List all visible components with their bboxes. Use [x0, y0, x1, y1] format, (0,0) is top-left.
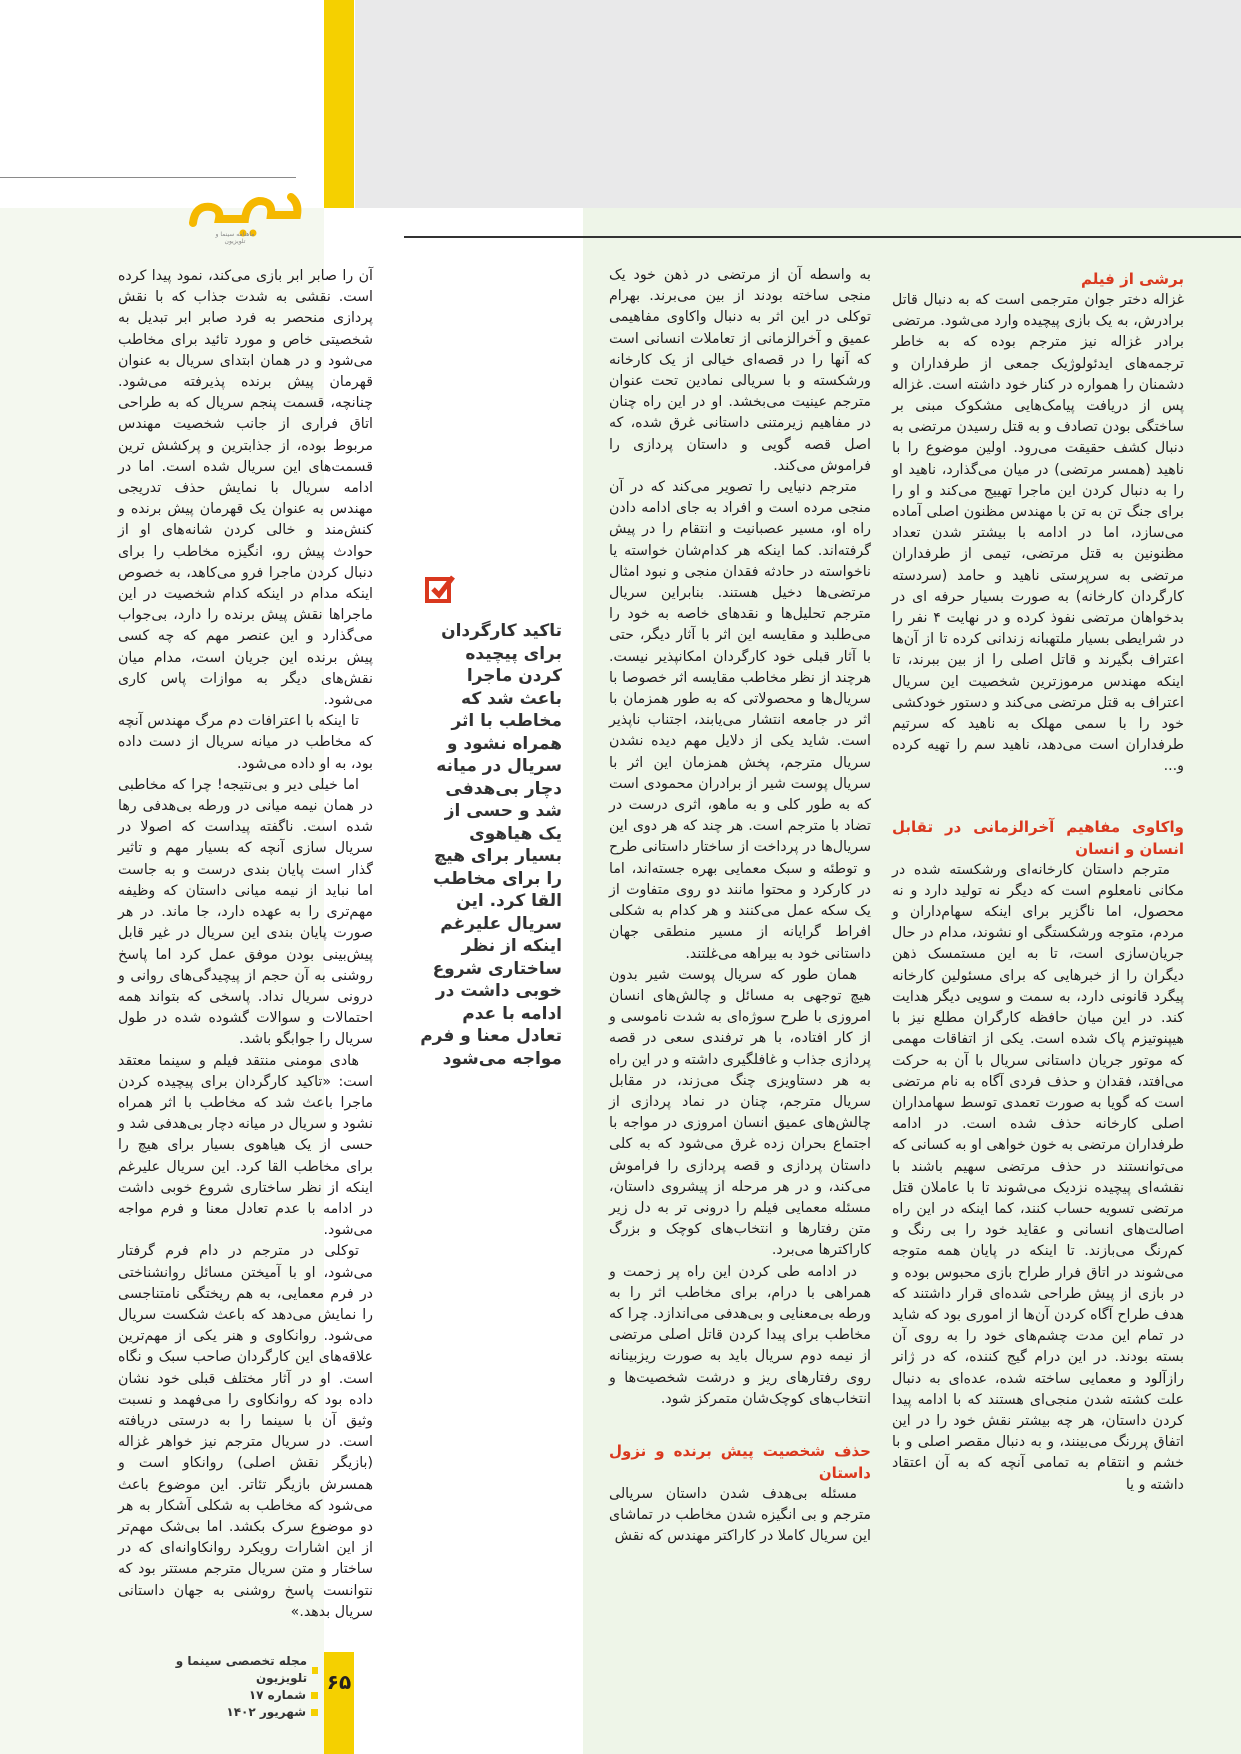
paragraph: همان طور که سریال پوست شیر بدون هیچ توجهی به مسائل و چالش‌های انسان امروزی با طرح سوژه‌ای به شدت ناموسی و از کار افتاده، با هر ترفندی سعی در قصه پردازی جذاب و غافلگیری داشته و در این راه به هر دستاویزی چنگ می‌زند، در مقابل سریال مترجم، چنان در نماد پردازی از چالش‌های عمیق انسان امروزی در مواجه با اجتماع بحران زده غرق می‌شود که به کلی داستان پردازی و قصه پردازی را فراموش می‌کند، و در هر مرحله از پیشروی داستان، مسئله معمایی فیلم را درونی تر به دل زیر متن رفتارها و انتخاب‌های کوچک و بزرگ کاراکترها می‌برد.	[609, 966, 871, 1259]
checkbox-icon	[425, 573, 455, 605]
top-banner	[355, 0, 1241, 208]
bullet-icon	[311, 1692, 318, 1699]
page-number: ۶۵	[326, 1670, 352, 1694]
bullet-icon	[312, 1667, 318, 1674]
issue-number: شماره ۱۷	[248, 1688, 306, 1702]
bullet-icon	[311, 1709, 318, 1716]
saba-logo	[185, 185, 305, 245]
magazine-name: مجله تخصصی سینما و تلویزیون	[175, 1654, 308, 1685]
paragraph: توکلی در مترجم در دام فرم گرفتار می‌شود، او با آمیختن مسائل روانشناختی در فرم معمایی، به هم ریختگی نامتناجسی را نمایش می‌دهد که باعث شکست سریال می‌شود. روانکاوی و هنر یکی از مهم‌ترین علاقه‌های این کارگردان صاحب سبک و نگاه است. او در آثار مختلف قبلی خود نشان داده بود که روانکاوی را می‌فهمد و نسبت وثیق آن با سینما را به درستی دریافته است. در سریال مترجم نیز خواهر غزاله (بازیگر نقش اصلی) روانکاو است و همسرش بازیگر تئاتر. این موضوع باعث می‌شود که مخاطب به شکلی آشکار به هر دو موضوع سرک بکشد. اما بی‌شک مهم‌تر از این اشارات رویکرد روانکاوانه‌ای که در ساختار و متن سریال مترجم مستتر بود که نتوانست پاسخ روشنی به جهان داستانی سریال بدهد.»	[118, 1243, 373, 1620]
yellow-accent-bar	[324, 0, 354, 208]
paragraph: تا اینکه با اعترافات دم مرگ مهندس آنچه که مخاطب در میانه سریال از دست داده بود، به او داده می‌شود.	[118, 713, 373, 772]
header-rule-left	[0, 177, 296, 178]
paragraph: آن را صابر ابر بازی می‌کند، نمود پیدا کرده است. نقشی به شدت جذاب که با نقش پردازی منحصر به فرد صابر ابر تبدیل به شخصیتی خاص و مورد تائید برای مخاطب می‌شود و در همان ابتدای سریال به عنوان قهرمان پیش برنده پذیرفته می‌شود. چنانچه، قسمت پنجم سریال که به طراحی اتاق فراری از جانب شخصیت مهندس مربوط بوده، از جذابترین و پرکشش ترین قسمت‌های این سریال شده است. اما در ادامه سریال با نمایش حذف تدریجی مهندس به عنوان یک قهرمان پیش برنده و کنش‌مند و خالی کردن شانه‌های او از حوادث پیش رو، انگیزه مخاطب را برای دنبال کردن ماجرا فرو می‌کاهد، به خصوص اینکه مدام در اینکه کدام شخصیت در این ماجراها نقش پیش برنده را دارد، بی‌جواب می‌گذارد و این عنصر مهم که چه کسی پیش برنده این جریان است، مدام میان نقش‌های دیگر به موازات پاس کاری می‌شود.	[118, 268, 373, 709]
logo-subtitle: ماهنامه سینما و تلویزیون	[215, 231, 255, 245]
footer-info	[150, 1653, 318, 1721]
paragraph: مترجم دنیایی را تصویر می‌کند که در آن منجی مرده است و افراد به جای ادامه دادن راه او، مسیر عصبانیت و انتقام را در پیش گرفته‌اند. کما اینکه هر کدام‌شان خواسته یا ناخواسته در حادثه فقدان منجی و نبود امثال مرتضی‌ها دخیل هستند. بنابراین سریال مترجم تحلیل‌ها و نقدهای خاصه به خود را می‌طلبد و مقایسه این اثر با آثار دیگر، حتی با آثار قبلی خود کارگردان امکانپذیر نیست. هرچند از نظر مخاطب مقایسه اثر خصوصا با سریال‌ها و محصولاتی که به طور همزمان با اثر در جامعه انتشار می‌یابند، اجتناب ناپذیر است. شاید یکی از دلایل مهم دیده نشدن سریال مترجم، پخش همزمان این اثر با سریال پوست شیر از برادران محمودی است که به طور کلی و به ماهو، اثری درست در تضاد با مترجم است. هر چند که هر دوی این سریال‌ها در پرداخت از ساختار داستانی طرح و توطئه و سبک معمایی بهره جسته‌اند، اما در کارکرد و محتوا مانند دو روی متفاوت از یک سکه عمل می‌کنند و هر کدام به شکلی افراط گرایانه از مسیر منطقی جهان داستانی خود به بیراهه می‌غلتند.	[609, 479, 871, 962]
issue-date: شهریور ۱۴۰۲	[226, 1705, 306, 1719]
paragraph: مترجم داستان کارخانه‌ای ورشکسته شده در مکانی نامعلوم است که دیگر نه تولید دارد و نه محصول، اما ناگزیر برای اینکه سهام‌داران و مردم، متوجه ورشکستگی او نشوند، مدام در حال جریان‌سازی است، تا به این مستمسک ذهن دیگران را از خبرهایی که برای مسئولین کارخانه پیگرد قانونی دارد، به سمت و سویی دیگر هدایت کند. در این میان حافظه کارگران مطلع نیز با هیپنوتیزم پاک شده است. یکی از اتفاقات مهمی که موتور جریان داستانی سریال با آن به حرکت می‌افتد، فقدان و حذف فردی آگاه به نام مرتضی است که گویا به صورت تعمدی توسط سهامداران اصلی کارخانه حذف شده است. در ادامه طرفداران مرتضی به خون خواهی او به کسانی که می‌توانستند در حذف مرتضی سهیم باشند با نقشه‌ای پیچیده نزدیک می‌شوند تا با عاملان قتل مرتضی تسویه حساب کنند، کما اینکه در این راه اصالت‌های انسانی و عقاید خود را بی رنگ و کم‌رنگ می‌بازند. تا اینکه در پایان همه متوجه می‌شوند در اتاق فرار طراح بازی محبوس بوده و در بازی از پیش طراحی شده‌ای قرار داشتند که هدف طراح آگاه کردن آن‌ها از اموری بود که شاید در تمام این مدت چشم‌های خود را به روی آن بسته بودند. در این درام گیج کننده، که در ژانر رازآلود و معمایی ساخته شده، عده‌ای به دنبال علت کشته شدن منجی‌ای هستند که با ادامه پیدا کردن داستان، هر چه بیشتر نقش خود را در این اتفاق پررنگ می‌بینند، و به دنبال مقصر اصلی و با خشم و انتقام به تمامی آنچه که به آن اعتقاد داشته و یا	[892, 861, 1184, 1493]
header-rule-right	[404, 236, 1241, 238]
paragraph: اما خیلی دیر و بی‌نتیجه! چرا که مخاطبی در همان نیمه میانی در ورطه بی‌هدفی رها شده است. ناگفته پیداست که اصولا در سریال سازی آنچه که بسیار مهم و تاثیر گذار است پایان بندی درست و به جاست اما نباید از نیمه میانی داستان که وظیفه مهم‌تری را به عهده دارد، جا ماند. در هر صورت پایان بندی این سریال در غیر قابل پیش‌بینی بودن موفق عمل کرد اما پاسخ روشنی به آن حجم از پیچیدگی‌های روانی و درونی سریال نداد. پاسخی که بتواند همه احتمالات و سوالات گشوده شده در طول سریال را جوابگو باشد.	[118, 776, 373, 1048]
column-middle	[609, 265, 871, 1548]
paragraph: غزاله دختر جوان مترجمی است که به دنبال قاتل برادرش، به یک بازی پیچیده وارد می‌شود. مرتضی برادر غزاله نیز مترجم بوده که به خاطر ترجمه‌های ایدئولوژیک جمعی از طرفداران و دشمنان را همواره در کنار خود داشته است. غزاله پس از دریافت پیامک‌هایی مشکوک مبنی بر ساختگی بودن تصادف و به قتل رسیدن مرتضی به دنبال کشف حقیقت می‌رود. اولین موضوع را با ناهید (همسر مرتضی) در میان می‌گذارد، ناهید او را به دنبال کردن این ماجرا تهییج می‌کند و او را برای جنگ تن به تن با مهندس مظنون اصلی آماده می‌سازد، اما در ادامه با بیشتر شدن تعداد مظنونین به قتل مرتضی، تیمی از طرفداران مرتضی به سرپرستی ناهید و حامد (سردسته کارگردان کارخانه) به صورت بسیار حرفه ای در بدخواهان مرتضی نفوذ کرده و در نهایت ۴ نفر را در شرایطی بسیار ملتهبانه زندانی کرده تا از آن‌ها اعتراف بگیرند و قاتل اصلی را از بین ببرند، تا اینکه مهندس مرموزترین شخصیت این سریال اعتراف به قتل مرتضی می‌کند و دستور خودکشی خود را با سمی مهلک به ناهید که سرتیم طرفداران است می‌دهد، ناهید سم را تهیه کرده و...	[892, 292, 1184, 775]
page-number-tab	[324, 1652, 354, 1754]
column-right	[892, 268, 1184, 1496]
pull-quote: تاکید کارگردان برای پیچیده کردن ماجرا باعث شد که مخاطب با اثر همراه نشود و سریال در میانه دچار بی‌هدفی شد و حسی از یک هیاهوی بسیار برای هیچ را برای مخاطب القا کرد. این سریال علیرغم اینکه از نظر ساختاری شروع خوبی داشت در ادامه با عدم تعادل معنا و فرم مواجه می‌شود	[420, 621, 562, 1069]
column-left	[118, 266, 373, 1623]
paragraph: هادی مومنی منتقد فیلم و سینما معتقد است: «تاکید کارگردان برای پیچیده کردن ماجرا باعث شد که مخاطب با اثر همراه نشود و سریال در میانه دچار بی‌هدفی شد و حسی از یک هیاهوی بسیار برای هیچ را برای مخاطب القا کرد. این سریال علیرغم اینکه از نظر ساختاری شروع خوبی داشت در ادامه با عدم تعادل معنا و فرم مواجه می‌شود.	[118, 1052, 373, 1239]
section-heading: حذف شخصیت پیش برنده و نزول داستان	[609, 1441, 871, 1482]
section-heading: واکاوی مفاهیم آخرالزمانی در تقابل انسان و انسان	[892, 817, 1184, 858]
paragraph: به واسطه آن از مرتضی در ذهن خود یک منجی ساخته بودند از بین می‌برند. بهرام توکلی در این اثر به دنبال واکاوی مفاهیمی عمیق و آخرالزمانی از تعاملات انسانی است که آنها را در قصه‌ای خیالی از یک کارخانه ورشکسته و با سریالی نمادین تحت عنوان مترجم عینیت می‌بخشد. او در این راه چنان در مفاهیم زیرمتنی داستانی غرق شده، که اصل قصه گویی و داستان پردازی را فراموش می‌کند.	[609, 267, 871, 474]
section-heading: برشی از فیلم	[1081, 270, 1184, 288]
paragraph: در ادامه طی کردن این راه پر زحمت و همراهی با درام، برای مخاطب اثر را به ورطه بی‌معنایی و بی‌هدفی می‌اندازد. چرا که مخاطب برای پیدا کردن قاتل اصلی مرتضی از نیمه دوم سریال باید به صورت ریزبینانه روی رفتارهای ریز و درشت شخصیت‌ها و انتخاب‌های کوچک‌شان متمرکز شود.	[609, 1263, 871, 1407]
paragraph: مسئله بی‌هدف شدن داستان سریالی مترجم و بی انگیزه شدن مخاطب در تماشای این سریال کاملا در کاراکتر مهندس که نقش	[609, 1485, 871, 1545]
